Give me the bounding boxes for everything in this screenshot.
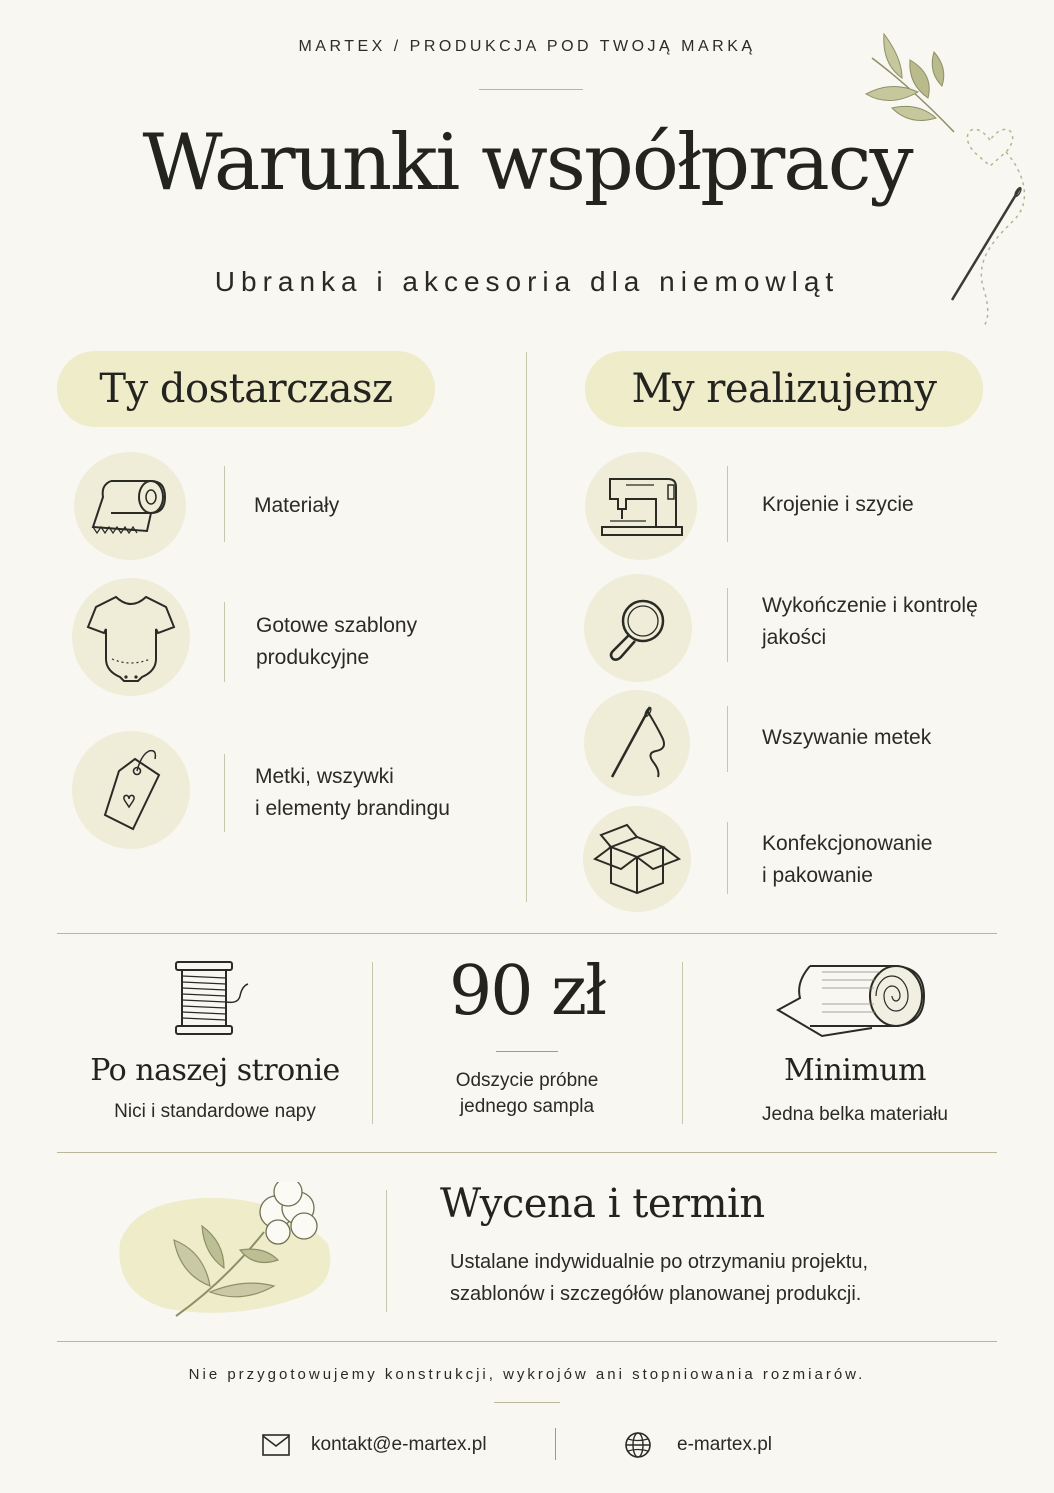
quote-title: Wycena i termin <box>440 1181 765 1227</box>
deliver-item-quality <box>762 590 978 654</box>
eyebrow-divider <box>479 89 583 90</box>
needle-thread-icon <box>584 690 690 796</box>
sample-text-line1: Odszycie próbne <box>455 1070 599 1091</box>
our-side-title: Po naszej stronie <box>90 1053 340 1088</box>
sample-text <box>372 1068 682 1120</box>
section-divider-2 <box>57 1152 997 1153</box>
minimum-text: Jedna belka materiału <box>762 1104 948 1125</box>
quote-text-line2: szablonów i szczegółów planowanej produkcji. <box>450 1283 862 1305</box>
disclaimer-note: Nie przygotowujemy konstrukcji, wykrojów ani stopniowania rozmiarów. <box>188 1366 866 1383</box>
quote-text-line1: Ustalane indywidualnie po otrzymaniu projektu, <box>450 1251 869 1273</box>
baby-bodysuit-icon <box>72 578 190 696</box>
box-icon <box>583 806 691 912</box>
quote-text <box>450 1246 868 1310</box>
fabric-bolt-icon <box>772 958 932 1038</box>
provide-item-templates-line2: produkcyjne <box>256 646 370 669</box>
deliver-heading: My realizujemy <box>585 351 983 427</box>
provide-item-templates-line1: Gotowe szablony <box>256 614 418 637</box>
magnifier-icon <box>584 574 692 682</box>
deliver-item-packing-line2: i pakowanie <box>762 864 873 887</box>
deliver-item-sewing: Krojenie i szycie <box>762 493 914 516</box>
provide-heading: Ty dostarczasz <box>57 351 435 427</box>
page-subtitle: Ubranka i akcesoria dla niemowląt <box>214 266 840 297</box>
deliver-item-quality-line1: Wykończenie i kontrolę <box>762 594 978 617</box>
globe-icon <box>624 1431 652 1459</box>
section-divider <box>57 933 997 934</box>
provide-item-materials: Materiały <box>254 494 340 517</box>
provide-item-branding <box>255 761 450 825</box>
spool-icon <box>168 958 252 1038</box>
price-divider <box>496 1051 558 1052</box>
cotton-branch-icon <box>114 1182 338 1322</box>
provide-item-branding-line1: Metki, wszywki <box>255 765 394 788</box>
sewing-machine-icon <box>585 452 697 560</box>
deliver-item-packing <box>762 828 932 892</box>
envelope-icon <box>262 1434 290 1456</box>
deliver-item-packing-line1: Konfekcjonowanie <box>762 832 933 855</box>
provide-item-branding-line2: i elementy brandingu <box>255 797 450 820</box>
provide-item-templates <box>256 610 417 674</box>
contact-website[interactable]: e-martex.pl <box>677 1434 773 1455</box>
note-divider <box>494 1402 560 1403</box>
sample-text-line2: jednego sampla <box>459 1096 595 1117</box>
our-side-text: Nici i standardowe napy <box>114 1101 316 1122</box>
tag-heart-icon <box>72 731 190 849</box>
sample-price: 90 zł <box>448 952 605 1031</box>
fabric-roll-icon <box>74 452 186 560</box>
brand-eyebrow: MARTEX / PRODUKCJA POD TWOJĄ MARKĄ <box>298 38 756 55</box>
section-divider-3 <box>57 1341 997 1342</box>
needle-heart-icon <box>944 110 1034 330</box>
contact-email[interactable]: kontakt@e-martex.pl <box>311 1434 487 1455</box>
column-divider <box>526 352 527 902</box>
deliver-item-labels: Wszywanie metek <box>762 726 932 749</box>
deliver-item-quality-line2: jakości <box>762 626 827 649</box>
page-title: Warunki współpracy <box>142 118 912 208</box>
minimum-title: Minimum <box>784 1053 926 1088</box>
